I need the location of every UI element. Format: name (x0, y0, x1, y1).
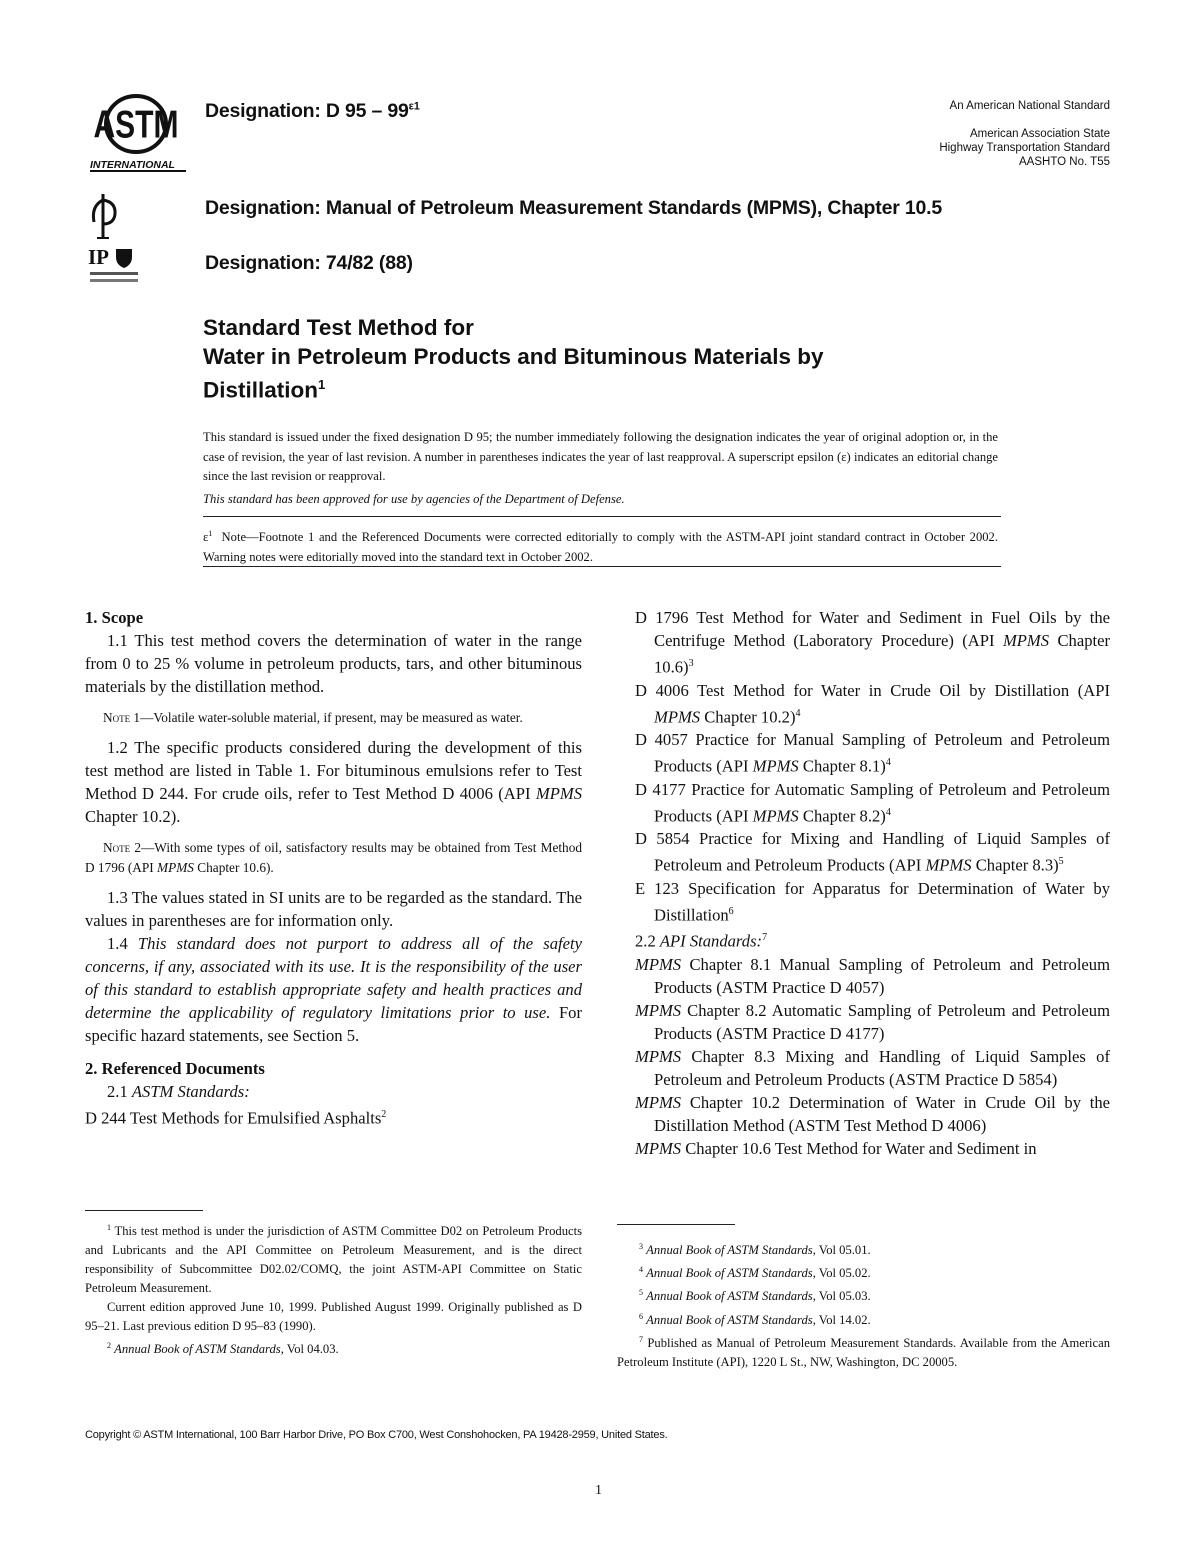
paragraph (85, 1080, 582, 1103)
designation-astm (205, 100, 420, 123)
text-run: Chapter 8.1 Manual Sampling of Petroleum and Petroleum Products (ASTM Practice D 4057) (654, 954, 1110, 997)
api-logo (88, 192, 118, 240)
footnote (85, 1298, 582, 1336)
text-run: , Vol 05.01. (812, 1243, 871, 1258)
astm-logo (88, 92, 188, 172)
text-run: Annual Book of ASTM Standards (646, 1243, 813, 1258)
footnote-ref: 4 (885, 806, 891, 818)
text-run: Chapter 10.6 Test Method for Water and Sediment in (681, 1138, 1037, 1158)
footnotes-left (85, 1218, 582, 1359)
text-run: Chapter 8.3) (971, 855, 1059, 875)
issuance-statement: This standard is issued under the fixed designation D 95; the number immediately following the designation indicates the year of original adoption or, in the case of revision, the year of last revision. A number in parentheses indicates the year of last reapproval. A superscript epsilon (ε) indicates an editorial change since the last revision or reapproval. (203, 430, 998, 483)
paragraph (85, 1057, 582, 1080)
right-column (635, 606, 1110, 1160)
text-run: This standard does not purport to address all of the safety concerns, if any, associated with its use. It is the responsibility of the user of this standard to establish appropriate safety and health practices and determine the applicability of regulatory limitations prior to use. (85, 934, 582, 1022)
reference-entry (635, 1091, 1110, 1137)
paragraph (85, 1103, 582, 1130)
footnote-ref: 4 (885, 757, 891, 769)
reference-entry (635, 778, 1110, 828)
reference-entry (635, 999, 1110, 1045)
text-run: 2.1 (107, 1082, 132, 1101)
designation-ip: Designation: 74/82 (88) (205, 252, 413, 274)
text-run: MPMS (157, 860, 194, 875)
document-title (203, 314, 824, 405)
text-run: Note (103, 840, 131, 855)
text-run: MPMS (752, 806, 799, 826)
footnote-ref: 7 (762, 932, 768, 944)
reference-entry (635, 679, 1110, 729)
text-run: MPMS (1002, 631, 1050, 650)
text-run: Annual Book of ASTM Standards (646, 1312, 813, 1327)
text-run: Chapter 10.6) (654, 631, 1110, 677)
footnote-ref: 4 (639, 1265, 643, 1275)
text-run: MPMS (635, 1092, 682, 1112)
svg-text:IP: IP (88, 245, 109, 269)
text-run: Annual Book of ASTM Standards (646, 1289, 813, 1304)
footnote-rule (85, 1210, 203, 1211)
text-run: MPMS (654, 707, 701, 727)
reference-entry (635, 1137, 1110, 1160)
national-standard-label: An American National Standard (949, 100, 1110, 112)
reference-entry (635, 1045, 1110, 1091)
reference-entry (635, 728, 1110, 778)
footnote-ref: 7 (639, 1334, 643, 1344)
footnote (617, 1237, 1110, 1260)
footnote-ref: 3 (639, 1242, 643, 1251)
left-column (85, 606, 582, 1130)
reference-entry (635, 877, 1110, 927)
text-run: 1.3 The values stated in SI units are to be regarded as the standard. The values in parentheses are for information only. (85, 888, 582, 930)
text-run: MPMS (535, 784, 582, 803)
svg-text:INTERNATIONAL: INTERNATIONAL (90, 159, 175, 171)
footnotes-right (617, 1237, 1110, 1372)
epsilon-note-text: Note—Footnote 1 and the Referenced Documents were corrected editorially to comply with the ASTM-API joint standard contract in October 2002. Warning notes were editorially moved into the standard text in October 2002. (203, 530, 998, 564)
text-run: 1—Volatile water-soluble material, if present, may be measured as water. (130, 710, 523, 725)
text-run: MPMS (635, 1046, 682, 1066)
paragraph (85, 736, 582, 828)
text-run: 1.4 (107, 934, 138, 953)
paragraph (85, 932, 582, 1047)
reference-entry (635, 606, 1110, 679)
epsilon-sup: 1 (208, 529, 213, 538)
footnote (617, 1307, 1110, 1330)
designation-mpms: Designation: Manual of Petroleum Measurement Standards (MPMS), Chapter 10.5 (205, 197, 942, 219)
footnote (85, 1336, 582, 1359)
text-run: Current edition approved June 10, 1999. Published August 1999. Originally published as D 95–21. Last previous edition D 95–83 (1990). (85, 1300, 582, 1334)
text-run: 1. Scope (85, 608, 144, 627)
footnote-rule (617, 1224, 735, 1225)
text-run: Chapter 8.2 Automatic Sampling of Petroleum and Petroleum Products (ASTM Practice D 4177) (654, 1000, 1110, 1043)
text-run: Note (103, 710, 131, 725)
text-run: Chapter 8.3 Mixing and Handling of Liquid Samples of Petroleum and Petroleum Products (ASTM Practice D 5854) (654, 1046, 1110, 1089)
text-run: D 4006 Test Method for Water in Crude Oil by Distillation (API (635, 680, 1110, 700)
divider (203, 566, 1001, 567)
text-run: Annual Book of ASTM Standards (646, 1266, 813, 1281)
text-run: 2—With some types of oil, satisfactory results may be obtained from Test Method D 1796 (API (85, 840, 582, 875)
aashto-block (939, 127, 1110, 169)
epsilon-note (203, 524, 998, 567)
text-run: E 123 Specification for Apparatus for Determination of Water by Distillation (635, 878, 1110, 925)
designation-astm-text: Designation: D 95 – 99 (205, 100, 409, 122)
text-run: Chapter 10.2 Determination of Water in Crude Oil by the Distillation Method (ASTM Test Method D 4006) (654, 1092, 1110, 1135)
paragraph (85, 838, 582, 878)
footnote (617, 1283, 1110, 1306)
text-run: Chapter 10.2). (85, 807, 181, 826)
divider (203, 516, 1001, 517)
text-run: 2.2 (635, 931, 660, 951)
text-run: D 4057 Practice for Manual Sampling of Petroleum and Petroleum Products (API (635, 730, 1110, 776)
footnote-ref: 1 (318, 377, 326, 392)
epsilon-superscript: ε1 (408, 100, 420, 113)
text-run: Chapter 10.2) (700, 707, 796, 727)
reference-entry (635, 827, 1110, 877)
text-run: 2. Referenced Documents (85, 1059, 265, 1078)
paragraph (85, 629, 582, 698)
footnote-ref: 4 (795, 707, 801, 719)
text-run: , Vol 04.03. (280, 1342, 339, 1357)
aashto-line: AASHTO No. T55 (1019, 156, 1110, 168)
text-run: , Vol 05.02. (812, 1266, 871, 1281)
footnote (617, 1260, 1110, 1283)
text-run: 1.1 This test method covers the determination of water in the range from 0 to 25 % volume in petroleum products, tars, and other bituminous materials by the distillation method. (85, 631, 582, 696)
text-run: MPMS (752, 756, 799, 776)
title-line: Standard Test Method for (203, 315, 474, 340)
text-run: D 4177 Practice for Automatic Sampling of Petroleum and Petroleum Products (API (635, 779, 1110, 826)
text-run: Published as Manual of Petroleum Measurement Standards. Available from the American Petroleum Institute (API), 1220 L St., NW, Washington, DC 20005. (617, 1335, 1110, 1369)
text-run: , Vol 14.02. (812, 1312, 871, 1327)
footnote-ref: 3 (688, 658, 694, 669)
reference-entry (635, 926, 1110, 953)
text-run: , Vol 05.03. (812, 1289, 871, 1304)
svg-text:ASTM: ASTM (93, 103, 179, 147)
text-run: D 5854 Practice for Mixing and Handling of Liquid Samples of Petroleum and Petroleum Products (API (635, 829, 1110, 875)
footnote-ref: 5 (1058, 856, 1064, 868)
text-run: For specific hazard statements, see Section 5. (85, 1003, 582, 1045)
footnote-ref: 5 (639, 1288, 643, 1298)
text-run: ASTM Standards: (131, 1082, 250, 1101)
text-run: API Standards: (659, 931, 763, 951)
footnote-ref: 6 (639, 1311, 643, 1321)
ip-logo (88, 244, 140, 286)
aashto-line: Highway Transportation Standard (939, 142, 1110, 154)
copyright-notice: Copyright © ASTM International, 100 Barr Harbor Drive, PO Box C700, West Conshohocken, PA 19428-2959, United States. (85, 1429, 668, 1441)
text-run: D 1796 Test Method for Water and Sediment in Fuel Oils by the Centrifuge Method (Laboratory Procedure) (API (635, 608, 1110, 650)
epsilon-mark: ε (203, 530, 209, 545)
dod-statement: This standard has been approved for use by agencies of the Department of Defense. (203, 492, 625, 506)
text-run: D 244 Test Methods for Emulsified Asphalts (85, 1108, 382, 1128)
paragraph (85, 886, 582, 932)
footnote (617, 1330, 1110, 1372)
text-run: MPMS (635, 1138, 682, 1158)
text-run: Chapter 10.6). (193, 860, 274, 875)
footnote-ref: 2 (381, 1109, 387, 1120)
footnote-ref: 6 (728, 905, 734, 917)
text-run: Chapter 8.1) (798, 756, 886, 776)
title-line (203, 371, 824, 405)
footnote-ref: 2 (107, 1341, 111, 1351)
text-run: MPMS (635, 954, 682, 974)
footnote-ref: 1 (107, 1223, 111, 1232)
paragraph (85, 708, 582, 728)
title-line-text: Distillation (203, 377, 319, 403)
text-run: MPMS (635, 1000, 682, 1020)
page-number: 1 (595, 1483, 602, 1498)
text-run: MPMS (925, 855, 972, 875)
paragraph (85, 606, 582, 629)
aashto-line: American Association State (970, 128, 1110, 140)
footnote (85, 1218, 582, 1298)
text-run: Chapter 8.2) (798, 806, 886, 826)
reference-entry (635, 953, 1110, 999)
text-run: This test method is under the jurisdiction of ASTM Committee D02 on Petroleum Products and Lubricants and the API Committee on Petroleum Measurement, and is the direct responsibility of Subcommittee D02.02/COMQ, the joint ASTM-API Committee on Static Petroleum Measurement. (85, 1224, 582, 1296)
text-run: Annual Book of ASTM Standards (114, 1342, 281, 1357)
text-run: 1.2 The specific products considered during the development of this test method are listed in Table 1. For bituminous emulsions refer to Test Method D 244. For crude oils, refer to Test Method D 4006 (API (85, 738, 582, 803)
title-line: Water in Petroleum Products and Bituminous Materials by (203, 343, 824, 369)
